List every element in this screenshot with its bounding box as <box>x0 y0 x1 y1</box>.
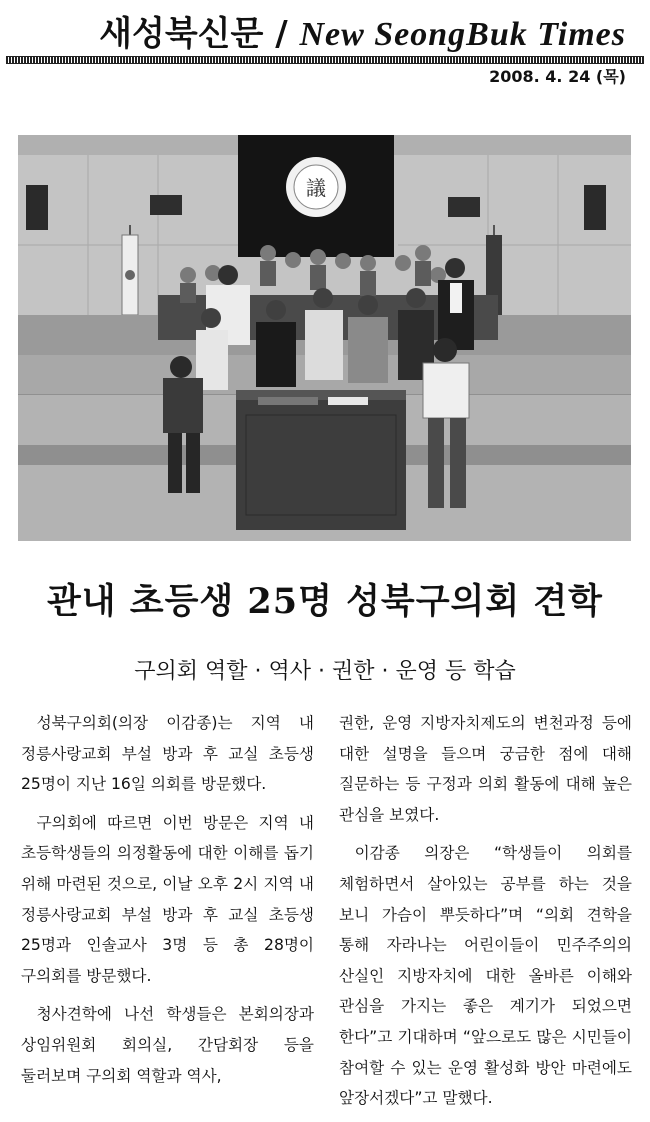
article-paragraph: 구의회에 따르면 이번 방문은 지역 내 초등학생들의 의정활동에 대한 이해를 돕기 위해 마련된 것으로, 이날 오후 2시 지역 내 정릉사랑교회 부설 방과 후 교실 초등생 25명과 인솔교사 3명 등 총 28명이 구의회를 방문했다. <box>21 813 314 985</box>
title-korean: 새성북신문 <box>99 14 264 54</box>
article-paragraph: 성북구의회(의장 이감종)는 지역 내 정릉사랑교회 부설 방과 후 교실 초등생 25명이 지난 16일 의회를 방문했다. <box>21 714 314 794</box>
title-english: New SeongBuk Times <box>299 16 626 53</box>
article-column-left <box>21 708 314 1099</box>
title-separator: / <box>263 14 300 54</box>
seal-text: 議 <box>306 176 326 200</box>
article-paragraph: 권한, 운영 지방자치제도의 변천과정 등에 대한 설명을 들으며 궁금한 점에 대해 질문하는 등 구정과 의회 활동에 대해 높은 관심을 보였다. <box>339 714 632 824</box>
council-chamber-photo <box>18 135 631 541</box>
issue-date: 2008. 4. 24 (목) <box>489 67 626 86</box>
article-headline: 관내 초등생 25명 성북구의회 견학 <box>47 581 603 622</box>
article-paragraph: 이감종 의장은 “학생들이 의회를 체험하면서 살아있는 공부를 하는 것을 보니 가슴이 뿌듯하다”며 “의회 견학을 통해 자라나는 어린이들이 민주주의의 산실인 지방자치에 대한 올바른 이해와 관심을 가지는 좋은 계기가 되었으면 한다”고 기대하며 “앞으로도 많은 시민들이 참여할 수 있는 운영 활성화 방안 마련에도 앞장서겠다”고 말했다. <box>339 844 632 1108</box>
masthead <box>0 0 650 58</box>
article-paragraph: 청사견학에 나선 학생들은 본회의장과 상임위원회 회의실, 간담회장 등을 둘러보며 구의회 역할과 역사, <box>21 1005 314 1085</box>
article-subheadline: 구의회 역할 · 역사 · 권한 · 운영 등 학습 <box>134 659 516 684</box>
article-column-right <box>339 708 632 1122</box>
article-photo <box>18 135 631 541</box>
masthead-rule <box>6 56 644 64</box>
council-seal <box>286 157 346 217</box>
newspaper-title <box>99 6 626 55</box>
